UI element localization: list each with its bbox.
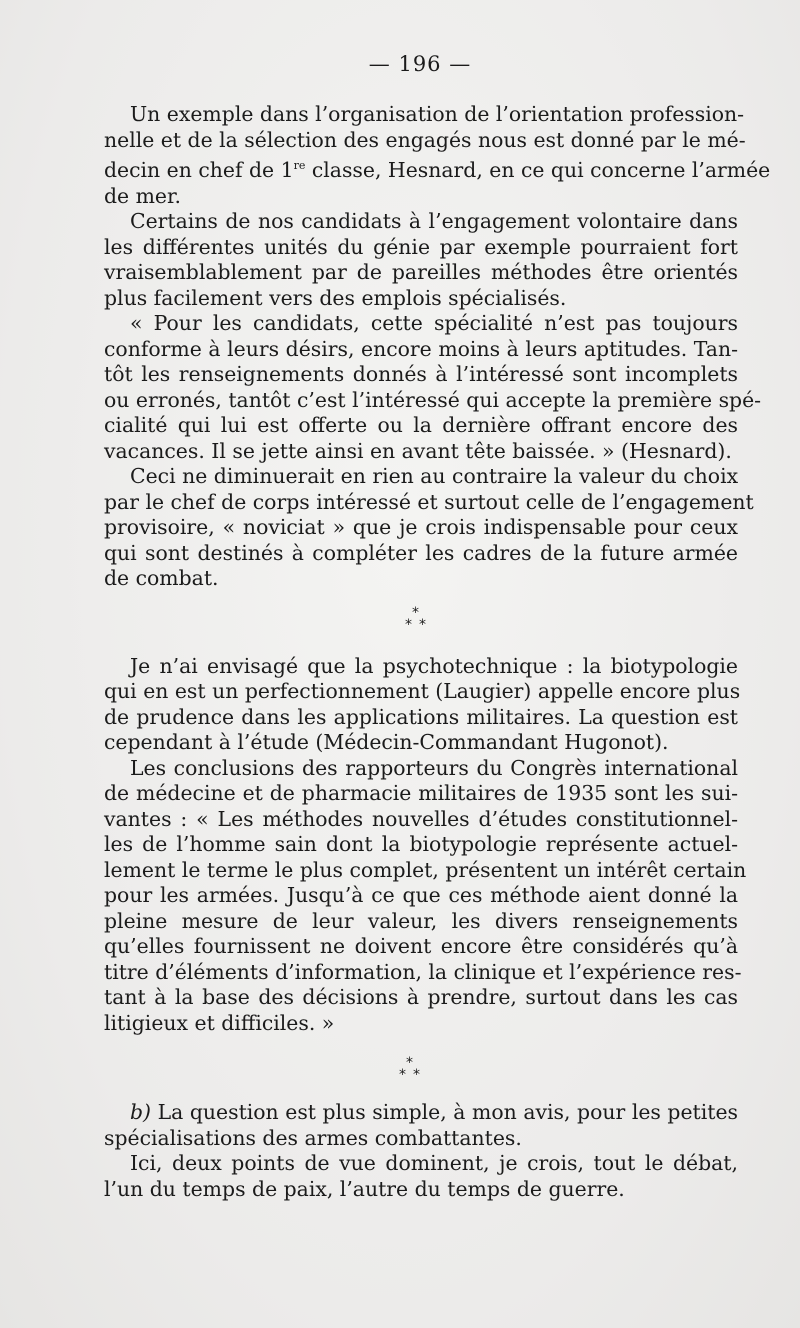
text-line: les différentes unités du génie par exemple pourraient fort bbox=[104, 234, 738, 259]
asterism-separator bbox=[104, 1044, 738, 1094]
text-line bbox=[104, 153, 771, 184]
text-line: titre d’éléments d’information, la clinique et l’expérience res- bbox=[104, 959, 742, 984]
item-label: b) bbox=[130, 1100, 152, 1124]
paragraph-8 bbox=[104, 1151, 738, 1202]
text-line: vraisemblablement par de pareilles méthodes être orientés bbox=[104, 260, 738, 284]
text-line: qu’elles fournissent ne doivent encore être considérés qu’à bbox=[104, 934, 738, 958]
asterisk-icon: * bbox=[399, 1067, 406, 1083]
text-fragment: La question est plus simple, à mon avis, pour les petites bbox=[151, 1100, 738, 1124]
text-line: provisoire, « noviciat » que je crois indispensable pour ceux bbox=[104, 515, 738, 539]
text-line: cependant à l’étude (Médecin-Commandant Hugonot). bbox=[104, 730, 669, 754]
text-fragment: decin en chef de 1 bbox=[104, 158, 294, 182]
asterisk-icon: * bbox=[419, 616, 426, 633]
body-text bbox=[104, 102, 771, 1202]
asterisk-icon: * bbox=[413, 1067, 420, 1083]
text-line: pleine mesure de leur valeur, les divers renseignements bbox=[104, 908, 738, 933]
paragraph-7 bbox=[104, 1100, 738, 1151]
text-line: de combat. bbox=[104, 566, 219, 590]
text-line: ou erronés, tantôt c’est l’intéressé qui accepte la première spé- bbox=[104, 387, 762, 412]
paragraph-2 bbox=[104, 209, 738, 311]
text-line: tant à la base des décisions à prendre, surtout dans les cas bbox=[104, 985, 738, 1009]
asterisk-icon: * bbox=[405, 616, 412, 633]
text-line: qui en est un perfectionnement (Laugier) appelle encore plus bbox=[104, 679, 741, 703]
asterism-separator bbox=[104, 598, 738, 648]
text-line: cialité qui lui est offerte ou la dernière offrant encore des bbox=[104, 413, 738, 437]
text-line: Certains de nos candidats à l’engagement volontaire dans bbox=[130, 209, 738, 233]
text-line: tôt les renseignements donnés à l’intéressé sont incomplets bbox=[104, 362, 738, 386]
text-line: pour les armées. Jusqu’à ce que ces méthode aient donné la bbox=[104, 883, 738, 907]
paragraph-5 bbox=[104, 653, 741, 756]
text-line: Un exemple dans l’organisation de l’orientation profession- bbox=[130, 102, 745, 126]
text-line: litigieux et difficiles. » bbox=[104, 1010, 335, 1035]
text-line: qui sont destinés à compléter les cadres de la future armée bbox=[104, 540, 738, 565]
text-line: par le chef de corps intéressé et surtout celle de l’engagement bbox=[104, 489, 754, 514]
asterisk-icon: * bbox=[406, 1055, 413, 1071]
text-line: nelle et de la sélection des engagés nous est donné par le mé- bbox=[104, 127, 746, 152]
text-line: les de l’homme sain dont la biotypologie représente actuel- bbox=[104, 832, 738, 856]
asterisk-icon: * bbox=[412, 604, 419, 621]
text-line: vacances. Il se jette ainsi en avant tête baissée. » (Hesnard). bbox=[104, 438, 732, 463]
text-line: de mer. bbox=[104, 183, 181, 208]
page-number: — 196 — bbox=[368, 52, 472, 76]
paragraph-3 bbox=[104, 311, 762, 464]
superscript: re bbox=[293, 159, 306, 172]
text-line: de prudence dans les applications militaires. La question est bbox=[104, 704, 738, 729]
text-line: l’un du temps de paix, l’autre du temps de guerre. bbox=[104, 1176, 625, 1201]
paragraph-1 bbox=[104, 102, 771, 209]
text-line: spécialisations des armes combattantes. bbox=[104, 1125, 522, 1150]
text-line: de médecine et de pharmacie militaires de 1935 sont les sui- bbox=[104, 781, 738, 805]
text-line: lement le terme le plus complet, présentent un intérêt certain bbox=[104, 857, 747, 882]
paragraph-6 bbox=[104, 755, 747, 1037]
paragraph-4 bbox=[104, 464, 754, 592]
text-line: Ceci ne diminuerait en rien au contraire la valeur du choix bbox=[130, 464, 739, 488]
text-fragment: classe, Hesnard, en ce qui concerne l’armée bbox=[311, 158, 771, 182]
text-line: vantes : « Les méthodes nouvelles d’études constitutionnel- bbox=[104, 806, 738, 831]
text-line: Ici, deux points de vue dominent, je crois, tout le débat, bbox=[130, 1151, 738, 1175]
text-line: « Pour les candidats, cette spécialité n’est pas toujours bbox=[130, 311, 738, 335]
text-line: Les conclusions des rapporteurs du Congrès international bbox=[130, 755, 738, 780]
text-line: plus facilement vers des emplois spécialisés. bbox=[104, 285, 567, 310]
text-line: conforme à leurs désirs, encore moins à leurs aptitudes. Tan- bbox=[104, 336, 738, 361]
text-line bbox=[104, 1100, 738, 1126]
text-line: Je n’ai envisagé que la psychotechnique : la biotypologie bbox=[130, 653, 738, 678]
